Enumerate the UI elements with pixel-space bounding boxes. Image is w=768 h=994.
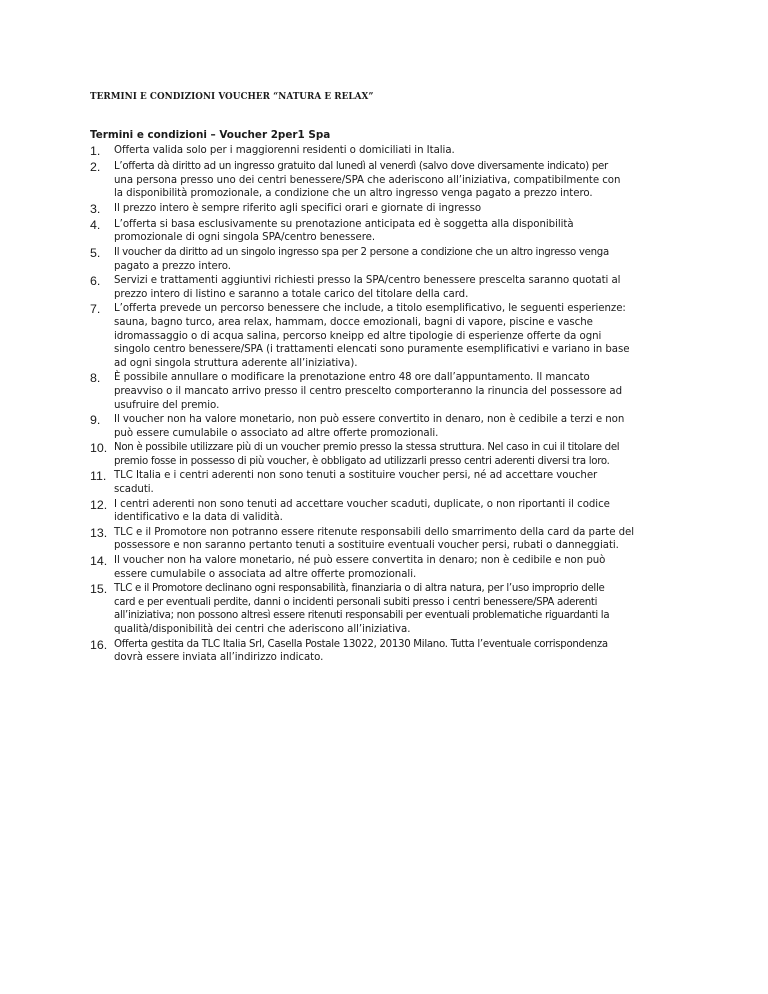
text-line: la disponibilità promozionale, a condizione che un altro ingresso venga pagato a prezzo intero.: [114, 188, 593, 200]
list-item-number: 12.: [90, 497, 108, 512]
list-item-text: [114, 497, 690, 525]
list-item: [90, 412, 690, 440]
text-line: Servizi e trattamenti aggiuntivi richiesti presso la SPA/centro benessere prescelta saranno quotati al: [114, 275, 621, 287]
list-item-number: 16.: [90, 637, 108, 652]
list-item: [90, 245, 690, 273]
text-line: Offerta valida solo per i maggiorenni residenti o domiciliati in Italia.: [114, 145, 455, 156]
list-item-number: 5.: [90, 245, 101, 260]
text-line: ad ogni singola struttura aderente all’iniziativa).: [114, 357, 358, 369]
list-item: [90, 440, 690, 468]
text-line: essere cumulabile o associata ad altre offerte promozionali.: [114, 568, 417, 580]
text-line: Il voucher da diritto ad un singolo ingresso spa per 2 persone a condizione che un altro ingresso venga: [114, 246, 609, 258]
list-item-text: [114, 412, 690, 440]
list-item-text: [114, 201, 690, 216]
section-heading: Termini e condizioni – Voucher 2per1 Spa: [90, 129, 331, 141]
text-line: TLC e il Promotore non potranno essere ritenute responsabili dello smarrimento della card da parte del: [114, 526, 635, 538]
list-item-number: 7.: [90, 302, 101, 317]
text-line: L’offerta dà diritto ad un ingresso gratuito dal lunedì al venerdì (salvo dove diversamente indicato) per: [114, 161, 608, 172]
text-line: singolo centro benessere/SPA (i trattamenti elencati sono puramente esemplificativi e variano in base: [114, 344, 630, 356]
list-item-number: 3.: [90, 201, 101, 216]
text-line: Offerta gestita da TLC Italia Srl, Casella Postale 13022, 20130 Milano. Tutta l’eventuale corrispondenza: [114, 638, 608, 650]
list-item: [90, 581, 690, 636]
text-line: TLC e il Promotore declinano ogni responsabilità, finanziaria o di altra natura, per l’uso improprio delle: [114, 583, 605, 595]
text-line: dovrà essere inviata all’indirizzo indicato.: [114, 652, 324, 664]
list-item: [90, 143, 690, 159]
text-line: TLC Italia e i centri aderenti non sono tenuti a sostituire voucher persi, né ad accettare voucher: [114, 470, 598, 482]
text-line: una persona presso uno dei centri benessere/SPA che aderiscono all’iniziativa, compatibilmente con: [114, 174, 621, 186]
list-item: [90, 553, 690, 581]
list-item: [90, 159, 690, 201]
text-line: identificativo e la data di validità.: [114, 512, 283, 524]
list-item-text: [114, 245, 690, 273]
text-line: L’offerta si basa esclusivamente su prenotazione anticipata ed è soggetta alla disponibilità: [114, 218, 574, 230]
text-line: può essere cumulabile o associato ad altre offerte promozionali.: [114, 427, 439, 439]
list-item-number: 2.: [90, 160, 101, 174]
list-item-text: [114, 217, 690, 245]
list-item-text: [114, 143, 690, 158]
list-item-text: [114, 159, 690, 201]
text-line: all’iniziativa; non possono altresì essere ritenuti responsabili per eventuali problematiche riguardanti la: [114, 610, 610, 622]
list-item-number: 14.: [90, 554, 108, 569]
list-item-number: 1.: [90, 144, 101, 158]
list-item: [90, 301, 690, 370]
text-line: preavviso o il mancato arrivo presso il centro prescelto comporteranno la rinuncia del possessore ad: [114, 385, 623, 397]
list-item-number: 13.: [90, 525, 108, 540]
list-item-number: 11.: [90, 469, 107, 484]
text-line: card e per eventuali perdite, danni o incidenti personali subiti presso i centri benessere/SPA aderenti: [114, 596, 598, 608]
list-item-text: [114, 273, 690, 301]
text-line: qualità/disponibilità dei centri che aderiscono all’iniziativa.: [114, 624, 411, 635]
list-item-text: [114, 370, 690, 412]
text-line: prezzo intero di listino e saranno a totale carico del titolare della card.: [114, 288, 469, 300]
list-item-number: 9.: [90, 413, 101, 428]
text-line: sauna, bagno turco, area relax, hammam, docce emozionali, bagni di vapore, piscine e vasche: [114, 316, 593, 328]
text-line: pagato a prezzo intero.: [114, 260, 231, 272]
text-line: possessore e non saranno pertanto tenuti a sostituire eventuali voucher persi, rubati o danneggiati.: [114, 540, 619, 552]
list-item-number: 8.: [90, 371, 101, 386]
document-title: TERMINI E CONDIZIONI VOUCHER “NATURA E RELAX”: [90, 92, 374, 102]
text-line: È possibile annullare o modificare la prenotazione entro 48 ore dall’appuntamento. Il mancato: [114, 372, 590, 384]
list-item: [90, 273, 690, 301]
list-item-number: 10.: [90, 441, 108, 456]
list-item-text: [114, 468, 690, 496]
list-item-text: [114, 553, 690, 581]
list-item-text: [114, 525, 690, 553]
text-line: idromassaggio o di acqua salina, percorso kneipp ed altre tipologie di esperienze offerte da ogni: [114, 330, 602, 342]
text-line: I centri aderenti non sono tenuti ad accettare voucher scaduti, duplicate, o non riportanti il codice: [114, 498, 610, 510]
list-item-number: 15.: [90, 582, 108, 597]
text-line: Non è possibile utilizzare più di un voucher premio presso la stessa struttura. Nel caso in cui il titolare del: [114, 442, 620, 454]
list-item-number: 4.: [90, 217, 101, 232]
terms-list: [90, 143, 690, 665]
list-item: [90, 497, 690, 525]
text-line: Il prezzo intero è sempre riferito agli specifici orari e giornate di ingresso: [114, 202, 482, 214]
text-line: L’offerta prevede un percorso benessere che include, a titolo esemplificativo, le seguenti esperienze:: [114, 303, 626, 315]
list-item: [90, 370, 690, 412]
list-item: [90, 217, 690, 245]
list-item: [90, 637, 690, 665]
text-line: premio fosse in possesso di più voucher, è obbligato ad utilizzarli presso centri aderenti diversi tra loro.: [114, 455, 610, 467]
text-line: Il voucher non ha valore monetario, non può essere convertito in denaro, non è cedibile a terzi e non: [114, 414, 625, 426]
list-item-number: 6.: [90, 274, 101, 289]
list-item-text: [114, 301, 690, 370]
list-item: [90, 468, 690, 496]
text-line: usufruire del premio.: [114, 399, 220, 411]
list-item-text: [114, 637, 690, 665]
text-line: Il voucher non ha valore monetario, né può essere convertita in denaro; non è cedibile e non può: [114, 555, 606, 567]
list-item: [90, 525, 690, 553]
list-item-text: [114, 581, 690, 636]
list-item-text: [114, 440, 690, 468]
list-item: [90, 201, 690, 217]
text-line: promozionale di ogni singola SPA/centro benessere.: [114, 232, 376, 244]
text-line: scaduti.: [114, 484, 154, 496]
